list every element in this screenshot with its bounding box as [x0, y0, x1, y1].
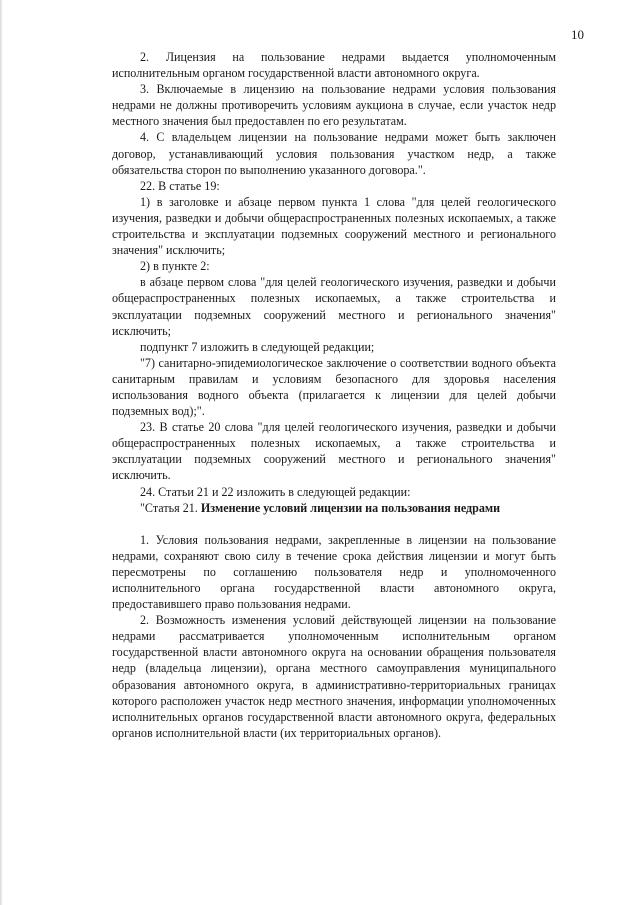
paragraph: 22. В статье 19: — [140, 178, 220, 193]
paragraph: подпункт 7 изложить в следующей редакции; — [140, 339, 375, 354]
article-heading-prefix: "Статья 21. — [140, 500, 198, 515]
paragraph: 3. Включаемые в лицензию на пользование недрами условия пользования недрами не должны противоречить условиям аукциона в случае, если участок недр местного значения был предоставлен по его результатам. — [112, 82, 556, 129]
article-heading — [112, 500, 556, 516]
paragraph: 23. В статье 20 слова "для целей геологического изучения, разведки и добычи общераспространенных полезных ископаемых, а также строительства и эксплуатации подземных сооружений местного и регионального значения" исключить. — [112, 420, 556, 483]
article-heading-title: Изменение условий лицензии на пользования недрами — [200, 500, 501, 515]
article-paragraph: 2. Возможность изменения условий действующей лицензии на пользование недрами рассматривается уполномоченным исполнительным органом государственной власти автономного округа на основании обращения пользователя недр (владельца лицензии), органа местного самоуправления муниципального образования автономного округа, в административно-территориальных границах которого расположен участок недр местного значения, информации уполномоченных исполнительных органов государственной власти автономного округа, федеральных органов исполнительной власти (их территориальных органов). — [112, 613, 556, 740]
article-paragraph: 1. Условия пользования недрами, закрепленные в лицензии на пользование недрами, сохраняют свою силу в течение срока действия лицензии и могут быть пересмотрены по соглашению пользователя недр и уполномоченного исполнительного органа государственной власти автономного округа, предоставившего право пользования недрами. — [112, 532, 556, 612]
paragraph: в абзаце первом слова "для целей геологического изучения, разведки и добычи общераспространенных полезных ископаемых, а также строительства и эксплуатации подземных сооружений местного и регионального значения" исключить; — [112, 275, 556, 338]
paragraph: 2. Лицензия на пользование недрами выдается уполномоченным исполнительным органом государственной власти автономного округа. — [112, 50, 556, 81]
paragraph: 4. С владельцем лицензии на пользование недрами может быть заключен договор, устанавливающий условия пользования участком недр, а также обязательства сторон по выполнению указанного договора.". — [112, 130, 556, 177]
paragraph: 24. Статьи 21 и 22 изложить в следующей редакции: — [140, 484, 411, 499]
document-body — [112, 49, 556, 741]
paragraph: "7) санитарно-эпидемиологическое заключение о соответствии водного объекта санитарным правилам и условиям безопасного для здоровья населения использования водного объекта (прилагается к лицензии для целей добычи подземных вод);". — [112, 355, 556, 419]
paragraph: 1) в заголовке и абзаце первом пункта 1 слова "для целей геологического изучения, разведки и добычи общераспространенных полезных ископаемых, а также строительства и эксплуатации подземных сооружений местного и регионального значения" исключить; — [112, 194, 556, 258]
scan-edge-shadow — [0, 0, 3, 905]
page-number: 10 — [571, 27, 584, 42]
paragraph: 2) в пункте 2: — [140, 259, 210, 274]
